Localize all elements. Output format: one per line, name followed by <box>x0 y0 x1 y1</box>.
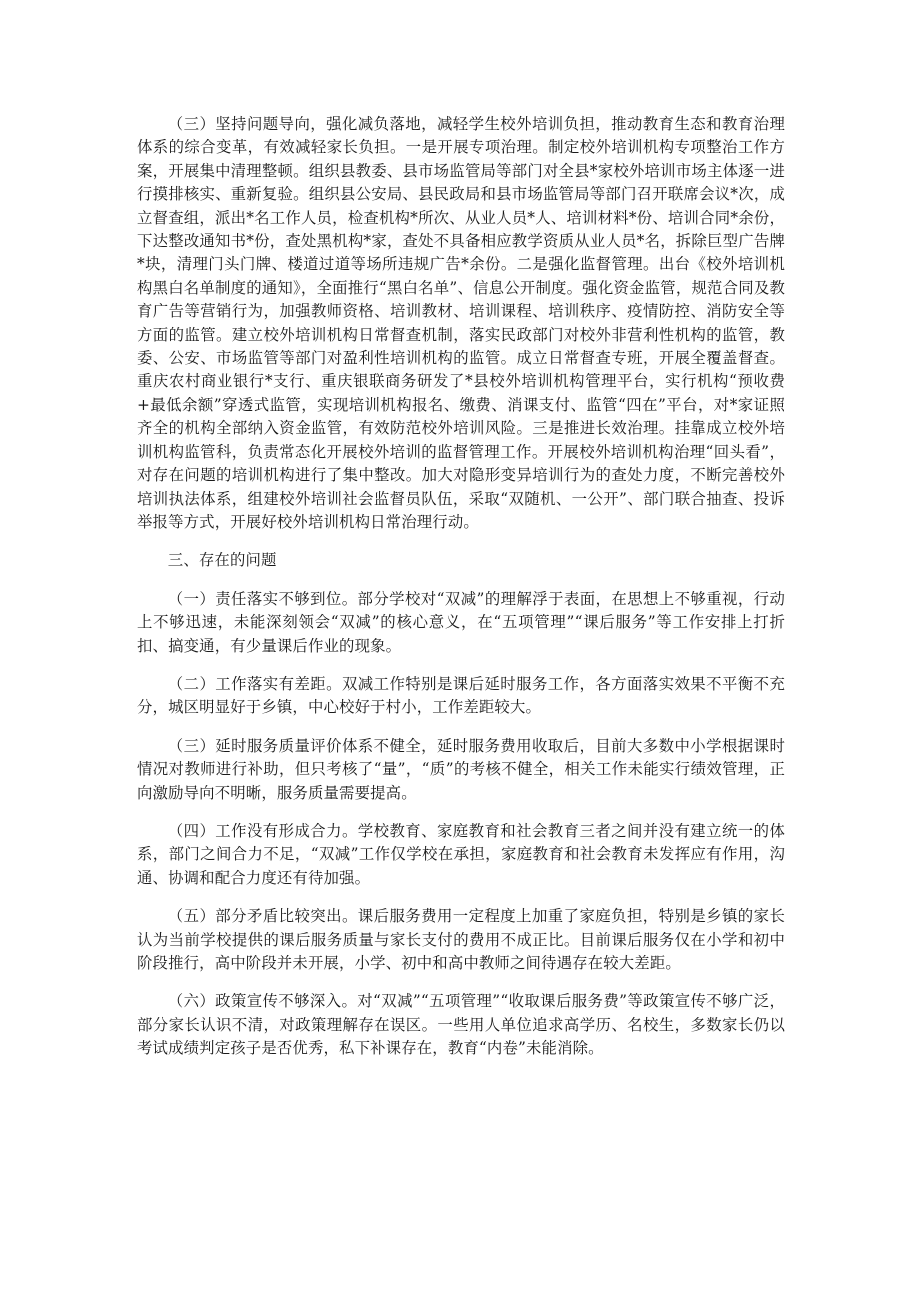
document-body <box>137 113 785 1061</box>
paragraph-problem-1: （一）责任落实不够到位。部分学校对“双减”的理解浮于表面，在思想上不够重视，行动上不够迅速，未能深刻领会“双减”的核心意义，在“五项管理”“课后服务”等工作安排上打折扣、搞变通，有少量课后作业的现象。 <box>137 589 785 655</box>
paragraph-spacer <box>137 658 785 673</box>
paragraph-spacer <box>137 805 785 820</box>
section-heading-existing-problems: 三、存在的问题 <box>167 551 277 570</box>
paragraph-section-3-governance: （三）坚持问题导向，强化减负落地，减轻学生校外培训负担，推动教育生态和教育治理体系的综合变革，有效减轻家长负担。一是开展专项治理。制定校外培训机构专项整治工作方案，开展集中清理整顿。组织县教委、县市场监管局等部门对全县*家校外培训市场主体逐一进行摸排核实、重新复验。组织县公安局、县民政局和县市场监管局等部门召开联席会议*次，成立督查组，派出*名工作人员，检查机构*所次、从业人员*人、培训材料*份、培训合同*余份，下达整改通知书*份，查处黑机构*家，查处不具备相应教学资质从业人员*名，拆除巨型广告牌*块，清理门头门牌、楼道过道等场所违规广告*余份。二是强化监督管理。出台《校外培训机构黑白名单制度的通知》，全面推行“黑白名单”、信息公开制度。强化资金监管，规范合同及教育广告等营销行为，加强教师资格、培训教材、培训课程、培训秩序、疫情防控、消防安全等方面的监管。建立校外培训机构日常督查机制，落实民政部门对校外非营利性机构的监管，教委、公安、市场监管等部门对盈利性培训机构的监管。成立日常督查专班，开展全覆盖督查。重庆农村商业银行*支行、重庆银联商务研发了*县校外培训机构管理平台，实行机构“预收费+最低余额”穿透式监管，实现培训机构报名、缴费、消课支付、监管“四在”平台，对*家证照齐全的机构全部纳入资金监管，有效防范校外培训风险。三是推进长效治理。挂靠成立校外培训机构监管科，负责常态化开展校外培训的监督管理工作。开展校外培训机构治理“回头看”，对存在问题的培训机构进行了集中整改。加大对隐形变异培训行为的查处力度，不断完善校外培训执法体系，组建校外培训社会监督员队伍，采取“双随机、一公开”、部门联合抽查、投诉举报等方式，开展好校外培训机构日常治理行动。 <box>137 115 785 531</box>
paragraph-problem-6: （六）政策宣传不够深入。对“双减”“五项管理”“收取课后服务费”等政策宣传不够广泛，部分家长认识不清，对政策理解存在误区。一些用人单位追求高学历、名校生，多数家长仍以考试成绩判定孩子是否优秀，私下补课存在，教育“内卷”未能消除。 <box>137 992 785 1058</box>
paragraph-spacer <box>137 975 785 990</box>
paragraph-problem-2: （二）工作落实有差距。双减工作特别是课后延时服务工作，各方面落实效果不平衡不充分，城区明显好于乡镇，中心校好于村小，工作差距较大。 <box>137 674 785 717</box>
paragraph-problem-5: （五）部分矛盾比较突出。课后服务费用一定程度上加重了家庭负担，特别是乡镇的家长认为当前学校提供的课后服务质量与家长支付的费用不成正比。目前课后服务仅在小学和初中阶段推行，高中阶段并未开展，小学、初中和高中教师之间待遇存在较大差距。 <box>137 907 785 972</box>
paragraph-spacer <box>137 890 785 905</box>
paragraph-problem-4: （四）工作没有形成合力。学校教育、家庭教育和社会教育三者之间并没有建立统一的体系，部门之间合力不足，“双减”工作仅学校在承担，家庭教育和社会教育未发挥应有作用，沟通、协调和配合力度还有待加强。 <box>137 821 785 887</box>
paragraph-spacer <box>137 720 785 735</box>
paragraph-problem-3: （三）延时服务质量评价体系不健全，延时服务费用收取后，目前大多数中小学根据课时情况对教师进行补助，但只考核了“量”，“质”的考核不健全，相关工作未能实行绩效管理，正向激励导向不明晰，服务质量需要提高。 <box>137 736 785 802</box>
paragraph-spacer <box>137 573 785 588</box>
paragraph-spacer <box>137 534 785 549</box>
